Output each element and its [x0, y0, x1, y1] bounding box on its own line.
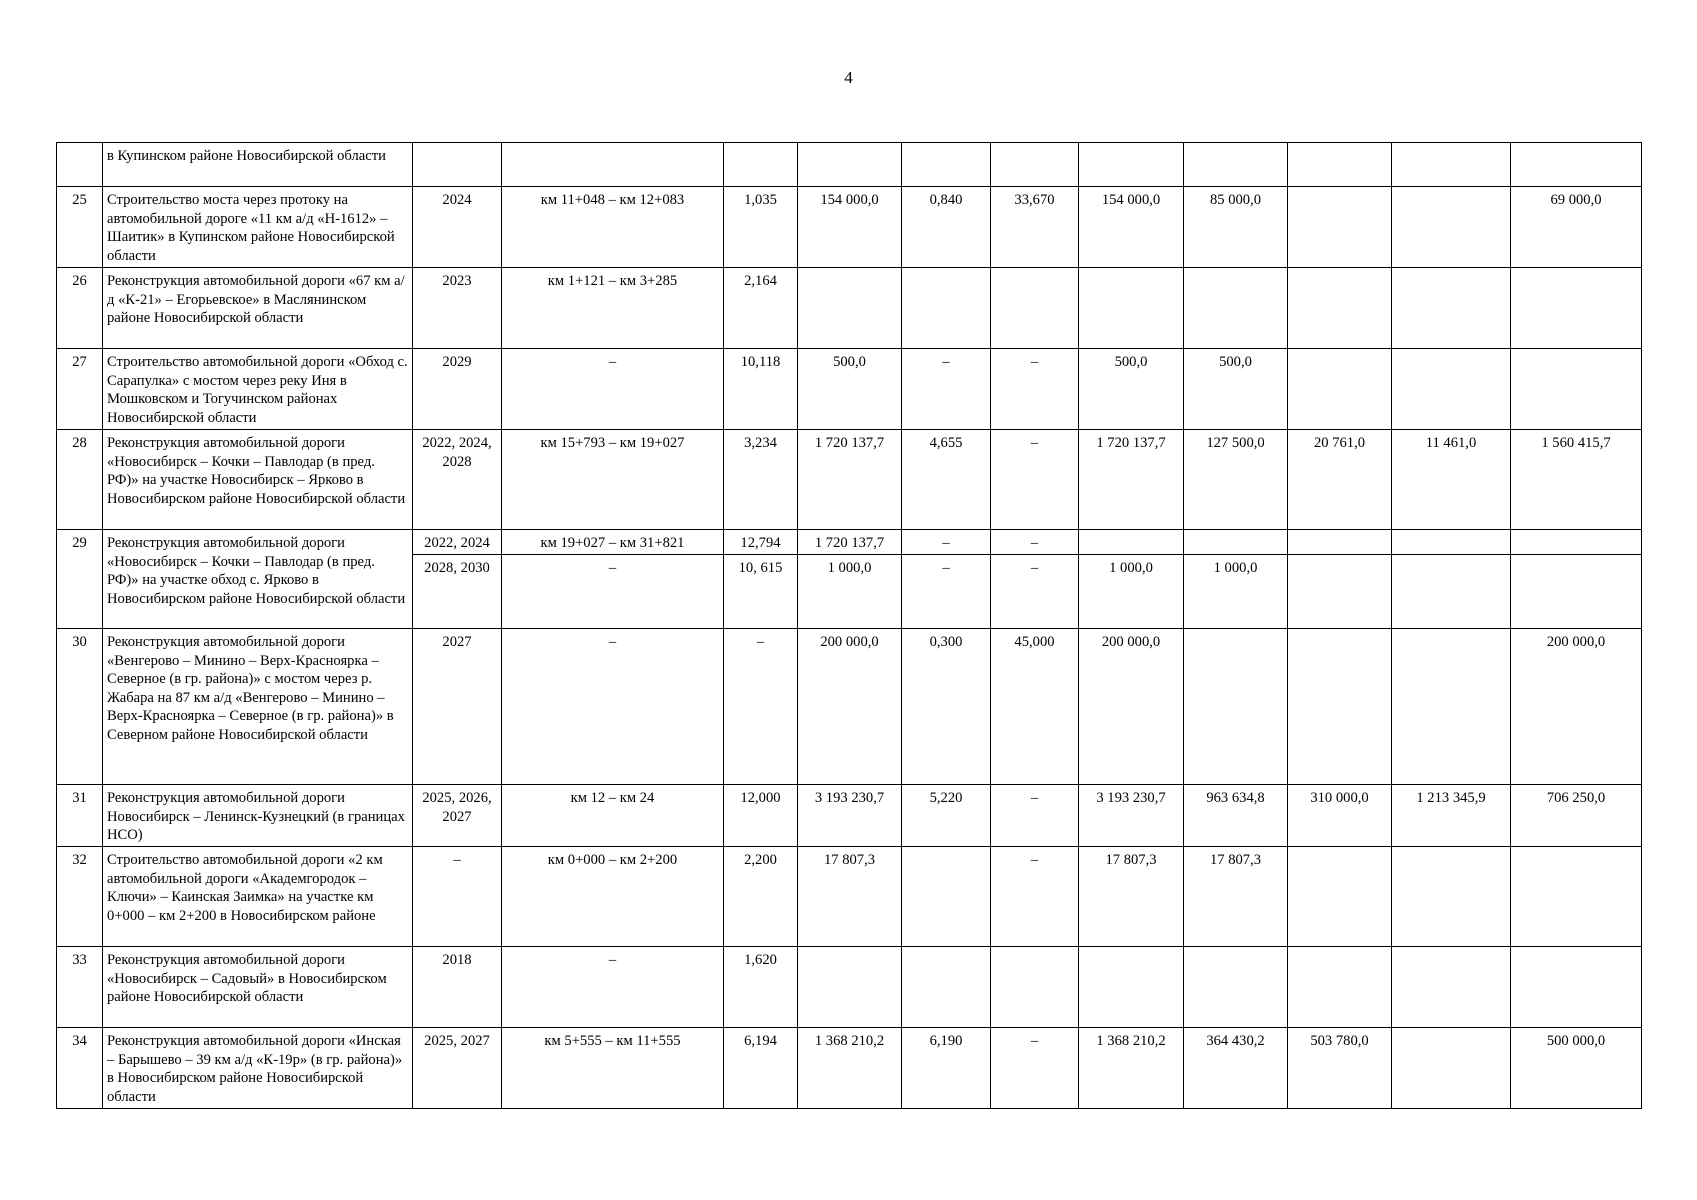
cell-col12: 200 000,0	[1511, 629, 1642, 785]
cell-cost: 154 000,0	[798, 187, 902, 268]
cell-object-name: Строительство автомобильной дороги «Обход с. Сарапулка» с мостом через реку Иня в Мошковском и Тогучинском районах Новосибирской области	[103, 349, 413, 430]
table-row	[57, 785, 1642, 847]
cell-col10: 310 000,0	[1288, 785, 1392, 847]
cell-number: 32	[57, 847, 103, 947]
cell-object-name: Реконструкция автомобильной дороги «Новосибирск – Кочки – Павлодар (в пред. РФ)» на участке Новосибирск – Ярково в Новосибирском районе Новосибирской области	[103, 430, 413, 530]
cell-col8	[1079, 947, 1184, 1028]
cell-object-name: Реконструкция автомобильной дороги «Новосибирск – Садовый» в Новосибирском районе Новосибирской области	[103, 947, 413, 1028]
cell-col6	[902, 268, 991, 349]
cell-length: 12,794	[724, 530, 798, 555]
cell-years	[413, 143, 502, 187]
cell-col11: 11 461,0	[1392, 430, 1511, 530]
cell-col10: 20 761,0	[1288, 430, 1392, 530]
cell-col6	[902, 847, 991, 947]
cell-km-range: –	[502, 555, 724, 629]
table-row	[57, 947, 1642, 1028]
cell-length: 6,194	[724, 1028, 798, 1109]
cell-col9: 127 500,0	[1184, 430, 1288, 530]
cell-cost: 1 720 137,7	[798, 430, 902, 530]
cell-km-range: км 12 – км 24	[502, 785, 724, 847]
cell-col10	[1288, 530, 1392, 555]
cell-col10	[1288, 947, 1392, 1028]
cell-cost: 17 807,3	[798, 847, 902, 947]
cell-col6: 5,220	[902, 785, 991, 847]
cell-years: 2022, 2024	[413, 530, 502, 555]
cell-km-range: км 5+555 – км 11+555	[502, 1028, 724, 1109]
cell-col7: –	[991, 349, 1079, 430]
cell-col11	[1392, 847, 1511, 947]
cell-length: 2,164	[724, 268, 798, 349]
cell-col6: –	[902, 530, 991, 555]
cell-number: 28	[57, 430, 103, 530]
table-row	[57, 187, 1642, 268]
cell-col10	[1288, 349, 1392, 430]
cell-col7: 33,670	[991, 187, 1079, 268]
cell-number: 26	[57, 268, 103, 349]
cell-col6: –	[902, 349, 991, 430]
cell-col12	[1511, 947, 1642, 1028]
cell-length: 10,118	[724, 349, 798, 430]
cell-cost: 200 000,0	[798, 629, 902, 785]
cell-col11	[1392, 947, 1511, 1028]
cell-years: 2024	[413, 187, 502, 268]
cell-object-name: Реконструкция автомобильной дороги Новосибирск – Ленинск-Кузнецкий (в границах НСО)	[103, 785, 413, 847]
cell-col10: 503 780,0	[1288, 1028, 1392, 1109]
cell-col12: 500 000,0	[1511, 1028, 1642, 1109]
cell-col9: 364 430,2	[1184, 1028, 1288, 1109]
cell-col8: 17 807,3	[1079, 847, 1184, 947]
cell-object-name: в Купинском районе Новосибирской области	[103, 143, 413, 187]
cell-km-range: км 0+000 – км 2+200	[502, 847, 724, 947]
cell-col9	[1184, 143, 1288, 187]
cell-object-name: Строительство моста через протоку на автомобильной дороге «11 км а/д «Н-1612» – Шаитик» в Купинском районе Новосибирской области	[103, 187, 413, 268]
cell-km-range: –	[502, 629, 724, 785]
cell-length: 12,000	[724, 785, 798, 847]
cell-col7: –	[991, 555, 1079, 629]
cell-object-name: Реконструкция автомобильной дороги «Инская – Барышево – 39 км а/д «К-19р» (в гр. района)» в Новосибирском районе Новосибирской области	[103, 1028, 413, 1109]
cell-number: 31	[57, 785, 103, 847]
cell-col10	[1288, 187, 1392, 268]
cell-col9: 17 807,3	[1184, 847, 1288, 947]
cell-number: 27	[57, 349, 103, 430]
cell-number: 29	[57, 530, 103, 629]
cell-km-range: км 15+793 – км 19+027	[502, 430, 724, 530]
cell-cost: 500,0	[798, 349, 902, 430]
cell-col6: 6,190	[902, 1028, 991, 1109]
cell-col12	[1511, 268, 1642, 349]
cell-col7: –	[991, 847, 1079, 947]
cell-number	[57, 143, 103, 187]
cell-length: 2,200	[724, 847, 798, 947]
cell-length: 10, 615	[724, 555, 798, 629]
cell-length	[724, 143, 798, 187]
cell-col6: 0,840	[902, 187, 991, 268]
cell-col6: –	[902, 555, 991, 629]
cell-col10	[1288, 555, 1392, 629]
cell-object-name: Реконструкция автомобильной дороги «Новосибирск – Кочки – Павлодар (в пред. РФ)» на участке обход с. Ярково в Новосибирском районе Новосибирской области	[103, 530, 413, 629]
cell-years: 2022, 2024, 2028	[413, 430, 502, 530]
cell-col9	[1184, 947, 1288, 1028]
cell-col6: 0,300	[902, 629, 991, 785]
cell-col8: 1 000,0	[1079, 555, 1184, 629]
cell-col7: –	[991, 785, 1079, 847]
cell-col11	[1392, 629, 1511, 785]
cell-col8: 1 368 210,2	[1079, 1028, 1184, 1109]
cell-col12: 69 000,0	[1511, 187, 1642, 268]
cell-col6	[902, 947, 991, 1028]
cell-col9	[1184, 268, 1288, 349]
table-row	[57, 1028, 1642, 1109]
cell-years: 2029	[413, 349, 502, 430]
cell-cost: 1 368 210,2	[798, 1028, 902, 1109]
cell-length: 1,620	[724, 947, 798, 1028]
cell-col7	[991, 268, 1079, 349]
cell-col11	[1392, 555, 1511, 629]
cell-length: –	[724, 629, 798, 785]
cell-col12	[1511, 143, 1642, 187]
cell-col11	[1392, 1028, 1511, 1109]
cell-length: 1,035	[724, 187, 798, 268]
cell-col8: 3 193 230,7	[1079, 785, 1184, 847]
cell-col11	[1392, 187, 1511, 268]
cell-col12	[1511, 349, 1642, 430]
cell-number: 25	[57, 187, 103, 268]
cell-length: 3,234	[724, 430, 798, 530]
table-row	[57, 847, 1642, 947]
cell-years: –	[413, 847, 502, 947]
cell-col7: –	[991, 530, 1079, 555]
cell-col9	[1184, 530, 1288, 555]
cell-col9: 1 000,0	[1184, 555, 1288, 629]
table-row	[57, 530, 1642, 555]
cell-col8	[1079, 268, 1184, 349]
cell-km-range: –	[502, 349, 724, 430]
cell-km-range: км 19+027 – км 31+821	[502, 530, 724, 555]
cell-object-name: Реконструкция автомобильной дороги «67 км а/д «К-21» – Егорьевское» в Маслянинском районе Новосибирской области	[103, 268, 413, 349]
table-row	[57, 143, 1642, 187]
cell-col8: 154 000,0	[1079, 187, 1184, 268]
cell-km-range	[502, 143, 724, 187]
cell-col9: 85 000,0	[1184, 187, 1288, 268]
cell-col6	[902, 143, 991, 187]
cell-col7	[991, 947, 1079, 1028]
cell-col8: 200 000,0	[1079, 629, 1184, 785]
cell-col12	[1511, 530, 1642, 555]
cell-number: 33	[57, 947, 103, 1028]
cell-cost: 1 000,0	[798, 555, 902, 629]
table-row	[57, 349, 1642, 430]
cell-years: 2025, 2026, 2027	[413, 785, 502, 847]
cell-cost	[798, 143, 902, 187]
cell-col6: 4,655	[902, 430, 991, 530]
cell-col10	[1288, 847, 1392, 947]
cell-km-range: км 1+121 – км 3+285	[502, 268, 724, 349]
cell-cost: 1 720 137,7	[798, 530, 902, 555]
cell-col7: –	[991, 1028, 1079, 1109]
cell-col11	[1392, 349, 1511, 430]
cell-years: 2027	[413, 629, 502, 785]
cell-object-name: Реконструкция автомобильной дороги «Венгерово – Минино – Верх-Красноярка – Северное (в гр. района)» с мостом через р. Жабара на 87 км а/д «Венгерово – Минино – Верх-Красноярка – Северное (в гр. района)» в Северном районе Новосибирской области	[103, 629, 413, 785]
page-number: 4	[844, 68, 853, 87]
objects-table	[56, 142, 1642, 1109]
cell-col12	[1511, 847, 1642, 947]
cell-col8: 500,0	[1079, 349, 1184, 430]
table-row	[57, 629, 1642, 785]
cell-col7: 45,000	[991, 629, 1079, 785]
cell-km-range: км 11+048 – км 12+083	[502, 187, 724, 268]
cell-col8: 1 720 137,7	[1079, 430, 1184, 530]
cell-col10	[1288, 629, 1392, 785]
cell-col8	[1079, 143, 1184, 187]
cell-col8	[1079, 530, 1184, 555]
cell-years: 2018	[413, 947, 502, 1028]
cell-years: 2023	[413, 268, 502, 349]
cell-cost	[798, 947, 902, 1028]
cell-col9: 500,0	[1184, 349, 1288, 430]
cell-col9: 963 634,8	[1184, 785, 1288, 847]
cell-col12	[1511, 555, 1642, 629]
cell-number: 30	[57, 629, 103, 785]
cell-col10	[1288, 268, 1392, 349]
cell-years: 2025, 2027	[413, 1028, 502, 1109]
cell-years: 2028, 2030	[413, 555, 502, 629]
cell-col7	[991, 143, 1079, 187]
cell-col12: 1 560 415,7	[1511, 430, 1642, 530]
table-row	[57, 268, 1642, 349]
table-row	[57, 430, 1642, 530]
cell-object-name: Строительство автомобильной дороги «2 км автомобильной дороги «Академгородок – Ключи» – Каинская Заимка» на участке км 0+000 – км 2+200 в Новосибирском районе	[103, 847, 413, 947]
cell-cost	[798, 268, 902, 349]
cell-number: 34	[57, 1028, 103, 1109]
cell-col12: 706 250,0	[1511, 785, 1642, 847]
cell-km-range: –	[502, 947, 724, 1028]
cell-col11	[1392, 268, 1511, 349]
table-body	[57, 143, 1642, 1109]
cell-col11: 1 213 345,9	[1392, 785, 1511, 847]
cell-col9	[1184, 629, 1288, 785]
cell-col11	[1392, 530, 1511, 555]
cell-cost: 3 193 230,7	[798, 785, 902, 847]
cell-col7: –	[991, 430, 1079, 530]
cell-col10	[1288, 143, 1392, 187]
cell-col11	[1392, 143, 1511, 187]
